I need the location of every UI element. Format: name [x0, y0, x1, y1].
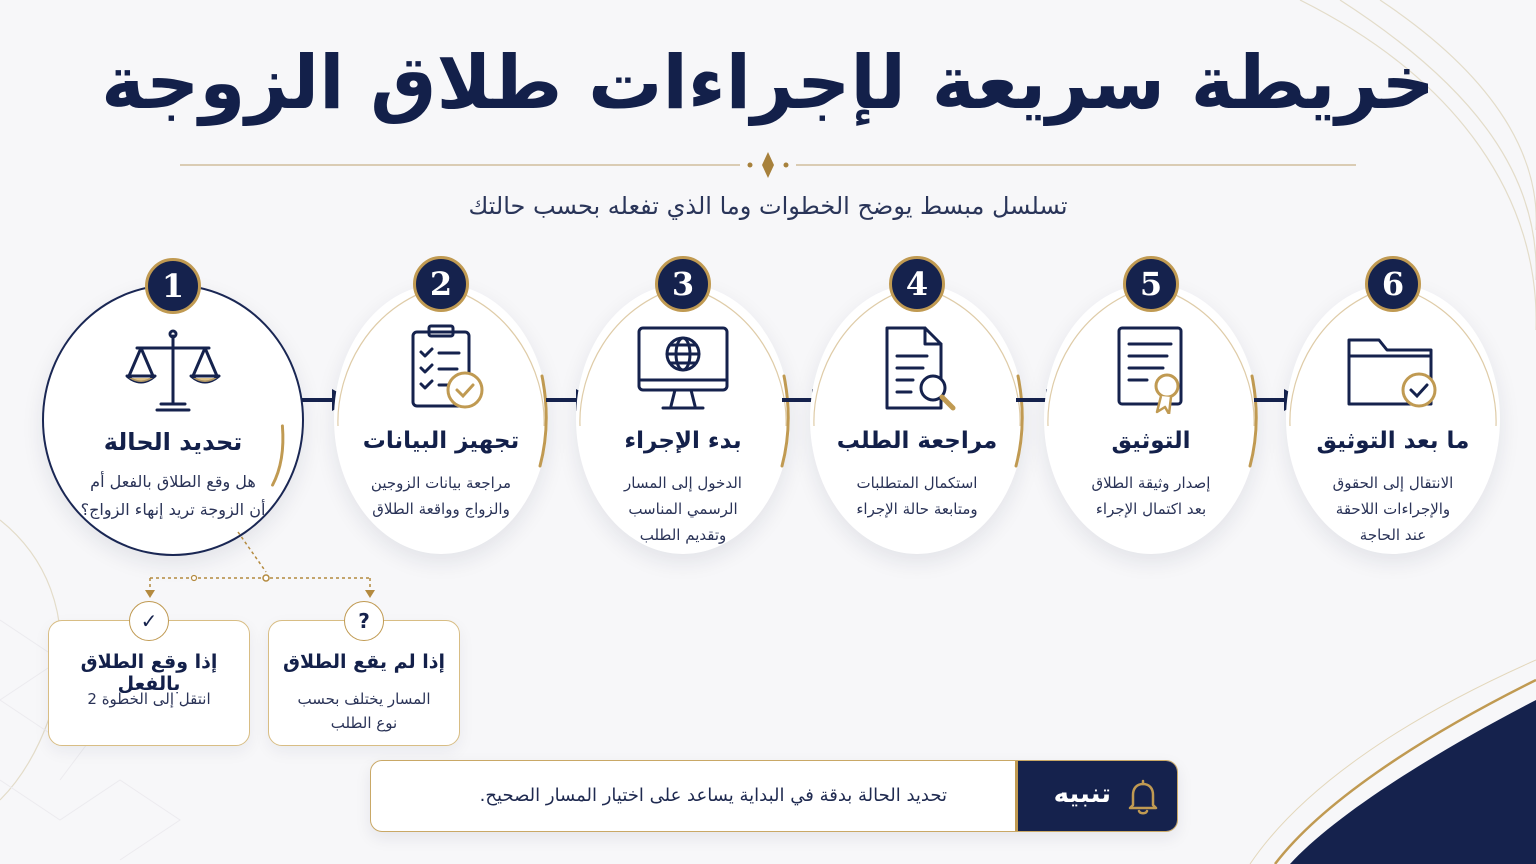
- question-icon: ?: [344, 601, 384, 641]
- step-4-description: [832, 470, 1002, 522]
- step-1-desc-line-2: أن الزوجة تريد إنهاء الزواج؟: [80, 500, 266, 519]
- title-divider: [180, 150, 1356, 180]
- step-1-number: 1: [145, 258, 201, 314]
- step-6-description: [1308, 470, 1478, 548]
- step-6-desc-line-2: والإجراءات اللاحقة: [1335, 500, 1451, 518]
- certificate-icon: [1101, 324, 1201, 414]
- step-6-title: ما بعد التوثيق: [1316, 428, 1470, 454]
- step-2-description: [356, 470, 526, 522]
- notice-text: تحديد الحالة بدقة في البداية يساعد على اختيار المسار الصحيح.: [479, 785, 947, 806]
- step-1-card: [42, 267, 304, 556]
- step-4-desc-line-1: استكمال المتطلبات: [856, 474, 978, 492]
- scales-icon: [123, 326, 223, 416]
- notice-label: تنبيه: [1053, 779, 1111, 809]
- notice-box: [370, 760, 1178, 832]
- branch-card-divorce-not-occurred: [268, 609, 460, 746]
- step-6-number: 6: [1365, 256, 1421, 312]
- computer-globe-icon: [633, 324, 733, 414]
- branch-2-description: [283, 687, 445, 735]
- step-5-desc-line-1: إصدار وثيقة الطلاق: [1091, 474, 1211, 492]
- step-3-number: 3: [655, 256, 711, 312]
- step-2-card: [334, 265, 548, 554]
- step-1-description: [66, 468, 280, 524]
- checklist-icon: [391, 324, 491, 414]
- folder-check-icon: [1343, 324, 1443, 414]
- step-6-desc-line-3: عند الحاجة: [1359, 526, 1427, 544]
- step-3-title: بدء الإجراء: [624, 428, 742, 454]
- branch-2-title: إذا لم يقع الطلاق: [282, 651, 445, 673]
- step-4-desc-line-2: ومتابعة حالة الإجراء: [856, 500, 978, 518]
- step-4-number: 4: [889, 256, 945, 312]
- step-2-desc-line-1: مراجعة بيانات الزوجين: [370, 474, 512, 492]
- notice-label-panel: [1015, 761, 1177, 831]
- step-6-card: [1286, 265, 1500, 554]
- page-subtitle: تسلسل مبسط يوضح الخطوات وما الذي تفعله بحسب حالتك: [468, 192, 1068, 220]
- check-icon: ✓: [129, 601, 169, 641]
- step-5-description: [1066, 470, 1236, 522]
- document-search-icon: [867, 324, 967, 414]
- branch-2-desc-line-2: نوع الطلب: [330, 714, 398, 732]
- step-1-desc-line-1: هل وقع الطلاق بالفعل أم: [90, 472, 256, 491]
- step-2-number: 2: [413, 256, 469, 312]
- step-3-description: [598, 470, 768, 548]
- step-3-desc-line-3: وتقديم الطلب: [639, 526, 727, 544]
- step-2-desc-line-2: والزواج وواقعة الطلاق: [372, 500, 510, 518]
- step-2-title: تجهيز البيانات: [362, 428, 520, 454]
- branch-1-desc-line-1: انتقل إلى الخطوة 2: [87, 690, 211, 708]
- step-5-card: [1044, 265, 1258, 554]
- branch-2-desc-line-1: المسار يختلف بحسب: [297, 690, 431, 708]
- page-title: خريطة سريعة لإجراءات طلاق الزوجة: [101, 40, 1435, 126]
- branch-connector: [120, 530, 400, 610]
- step-4-title: مراجعة الطلب: [836, 428, 998, 454]
- branch-1-description: [63, 687, 235, 711]
- step-6-desc-line-1: الانتقال إلى الحقوق: [1332, 474, 1454, 492]
- branch-card-divorce-occurred: [48, 609, 250, 746]
- step-3-card: [576, 265, 790, 554]
- branch-1-title: إذا وقع الطلاق بالفعل: [80, 651, 218, 695]
- step-5-number: 5: [1123, 256, 1179, 312]
- step-1-title: تحديد الحالة: [103, 428, 243, 456]
- bell-icon: [1123, 777, 1163, 817]
- step-5-desc-line-2: بعد اكتمال الإجراء: [1095, 500, 1207, 518]
- step-4-card: [810, 265, 1024, 554]
- step-3-desc-line-1: الدخول إلى المسار: [624, 474, 742, 492]
- step-3-desc-line-2: الرسمي المناسب: [628, 500, 738, 518]
- step-5-title: التوثيق: [1111, 428, 1191, 454]
